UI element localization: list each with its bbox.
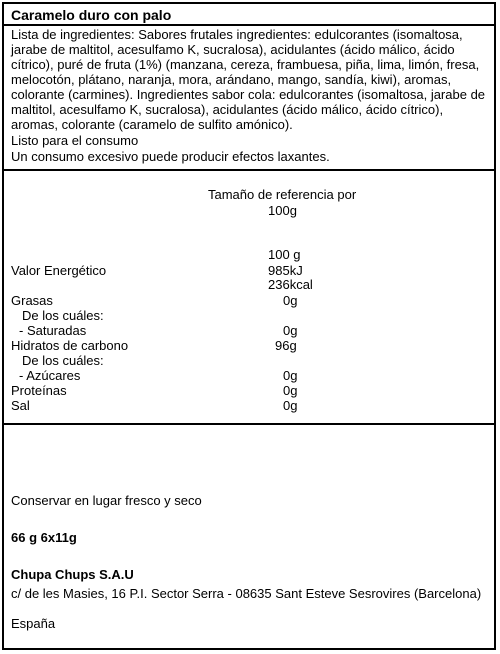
nutrition-value-fat: 0g: [283, 293, 298, 308]
nutrition-label-protein: Proteínas: [11, 383, 67, 398]
warning-divider: [4, 169, 494, 171]
nutrition-label-carbohydrates: Hidratos de carbono: [11, 338, 129, 353]
nutrition-label-energy: Valor Energético: [11, 263, 107, 278]
nutrition-value-energy-kcal: 236kcal: [268, 277, 313, 292]
reference-size-line1: Tamaño de referencia por: [208, 187, 357, 202]
nutrition-value-saturated: 0g: [283, 323, 298, 338]
nutrition-divider: [4, 423, 494, 425]
ready-note: Listo para el consumo: [11, 133, 139, 148]
nutrition-value-energy-kj: 985kJ: [268, 263, 303, 278]
ingredients-text: Lista de ingredientes: Sabores frutales ingredientes: edulcorantes (isomaltosa, jarabe de maltitol, acesulfamo K, sucralosa), acidulantes (ácido málico, ácido cítrico), puré de fruta (1%) (manzana, cereza, frambuesa, piña, lima, limón, fresa, melocotón, plátano, naranja, mora, arándano, mango, sandía, kiwi), aromas, colorante (carmines). Ingredientes sabor cola: edulcorantes (isomaltosa, jarabe de maltitol, acesulfamo K, sucralosa), acidulantes (ácido málico, ácido cítrico), aromas, colorante (caramelo de sulfito amónico).: [11, 27, 486, 132]
country-of-origin: España: [11, 616, 56, 631]
company-address: c/ de les Masies, 16 P.I. Sector Serra - 08635 Sant Esteve Sesrovires (Barcelona): [11, 586, 482, 601]
nutrition-column-header: 100 g: [268, 247, 301, 262]
nutrition-value-protein: 0g: [283, 383, 298, 398]
product-title: Caramelo duro con palo: [11, 7, 172, 23]
nutrition-value-salt: 0g: [283, 398, 298, 413]
reference-size-line2: 100g: [268, 203, 297, 218]
nutrition-label-of-which-1: De los cuáles:: [22, 308, 104, 323]
nutrition-label-salt: Sal: [11, 398, 30, 413]
nutrition-label-fat: Grasas: [11, 293, 53, 308]
nutrition-label-saturated: - Saturadas: [19, 323, 87, 338]
title-divider: [4, 24, 494, 26]
laxative-warning: Un consumo excesivo puede producir efectos laxantes.: [11, 149, 330, 164]
company-name: Chupa Chups S.A.U: [11, 567, 134, 582]
nutrition-label-sugars: - Azúcares: [19, 368, 81, 383]
nutrition-value-carbohydrates: 96g: [275, 338, 297, 353]
product-label: [2, 2, 496, 650]
nutrition-label-of-which-2: De los cuáles:: [22, 353, 104, 368]
nutrition-value-sugars: 0g: [283, 368, 298, 383]
storage-instructions: Conservar en lugar fresco y seco: [11, 493, 202, 508]
net-weight: 66 g 6x11g: [11, 530, 77, 545]
